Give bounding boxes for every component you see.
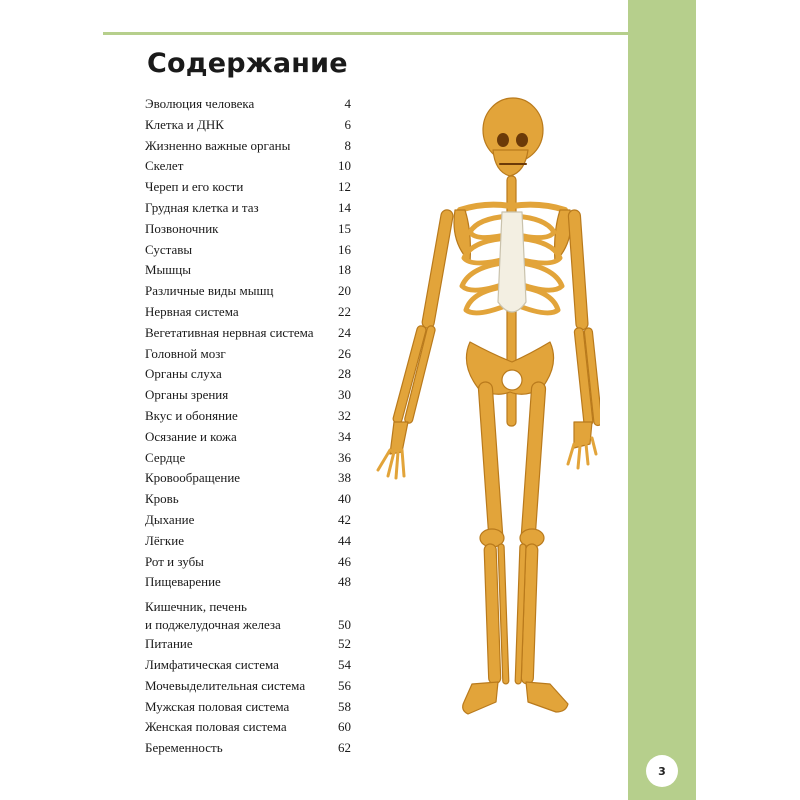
toc-entry-page: 24: [338, 324, 351, 340]
toc-entry[interactable]: [145, 593, 351, 634]
toc-entry[interactable]: [145, 531, 351, 552]
toc-entry-page: 46: [338, 553, 351, 569]
toc-entry[interactable]: [145, 572, 351, 593]
toc-entry-page: 30: [338, 387, 351, 403]
toc-entry[interactable]: [145, 385, 351, 406]
toc-entry-page: 6: [344, 116, 351, 132]
toc-entry-label: Позвоночник: [145, 220, 219, 236]
toc-entry[interactable]: [145, 655, 351, 676]
toc-entry-page: 34: [338, 428, 351, 444]
toc-entry-page: 15: [338, 220, 351, 236]
toc-entry-label: Осязание и кожа: [145, 428, 237, 444]
toc-entry-page: 42: [338, 511, 351, 527]
toc-entry[interactable]: [145, 738, 351, 759]
toc-entry-label: Мышцы: [145, 262, 191, 278]
toc-entry-page: 36: [338, 449, 351, 465]
toc-entry-page: 26: [338, 345, 351, 361]
toc-entry-page: 54: [338, 656, 351, 672]
toc-entry-page: 12: [338, 179, 351, 195]
toc-entry-page: 14: [338, 199, 351, 215]
toc-entry-label: Органы слуха: [145, 366, 222, 382]
toc-entry[interactable]: [145, 115, 351, 136]
green-side-band: [628, 0, 696, 800]
toc-entry-page: 18: [338, 262, 351, 278]
toc-entry[interactable]: [145, 281, 351, 302]
toc-entry[interactable]: [145, 364, 351, 385]
toc-entry-page: 20: [338, 283, 351, 299]
toc-entry-label: Сердце: [145, 449, 186, 465]
page-number: 3: [646, 755, 678, 787]
toc-entry-label: Дыхание: [145, 511, 195, 527]
toc-entry[interactable]: [145, 697, 351, 718]
toc-entry-label: Различные виды мышц: [145, 283, 274, 299]
toc-entry-page: 16: [338, 241, 351, 257]
toc-entry-label: Клетка и ДНК: [145, 116, 224, 132]
toc-entry-page: 28: [338, 366, 351, 382]
toc-entry-label: Грудная клетка и таз: [145, 199, 259, 215]
toc-entry[interactable]: [145, 219, 351, 240]
toc-entry-page: 58: [338, 698, 351, 714]
toc-entry[interactable]: [145, 136, 351, 157]
toc-entry-label: Органы зрения: [145, 387, 229, 403]
toc-entry[interactable]: [145, 489, 351, 510]
toc-entry-page: 4: [344, 96, 351, 111]
toc-entry-label: Эволюция человека: [145, 96, 255, 111]
toc-entry-label: Суставы: [145, 241, 193, 257]
toc-entry[interactable]: [145, 240, 351, 261]
toc-entry-page: 10: [338, 158, 351, 174]
toc-entry[interactable]: [145, 510, 351, 531]
toc-entry-label: Лимфатическая система: [145, 656, 279, 672]
toc-entry-page: 38: [338, 470, 351, 486]
toc-entry-label: Нервная система: [145, 303, 239, 319]
toc-entry-page: 32: [338, 407, 351, 423]
toc-entry[interactable]: [145, 302, 351, 323]
toc-entry-page: 22: [338, 303, 351, 319]
toc-entry-label: Мочевыделительная система: [145, 677, 306, 693]
toc-entry-label: Беременность: [145, 740, 223, 756]
toc-entry[interactable]: [145, 344, 351, 365]
toc-entry[interactable]: [145, 177, 351, 198]
toc-entry[interactable]: [145, 448, 351, 469]
toc-entry[interactable]: [145, 198, 351, 219]
toc-entry-page: 56: [338, 677, 351, 693]
toc-entry-label: Питание: [145, 636, 193, 652]
toc-entry-label: Пищеварение: [145, 574, 221, 590]
toc-entry-page: 52: [338, 636, 351, 652]
toc-entry-label: Головной мозг: [145, 345, 226, 361]
toc-entry-label: Женская половая система: [145, 719, 287, 735]
toc-entry-label: Лёгкие: [145, 532, 184, 548]
toc-entry-label: Скелет: [145, 158, 184, 174]
toc-entry[interactable]: [145, 468, 351, 489]
toc-entry[interactable]: [145, 427, 351, 448]
toc-entry[interactable]: [145, 634, 351, 655]
toc-title: Содержание: [147, 48, 348, 79]
toc-entry-label: Кишечник, печень и поджелудочная железа: [145, 599, 281, 633]
toc-entry-page: 48: [338, 574, 351, 590]
toc-entry-page: 40: [338, 491, 351, 507]
top-divider: [103, 32, 628, 35]
toc-entry-label: Череп и его кости: [145, 179, 244, 195]
toc-entry[interactable]: [145, 260, 351, 281]
toc-entry-label: Вегетативная нервная система: [145, 324, 314, 340]
toc-entry-page: 8: [344, 137, 351, 153]
toc-entry[interactable]: [145, 406, 351, 427]
toc-entry-page: 50: [338, 617, 351, 633]
toc-entry-label: Кровь: [145, 491, 179, 507]
toc-entry-label: Мужская половая система: [145, 698, 290, 714]
toc-entry[interactable]: [145, 552, 351, 573]
toc-entry-page: 62: [338, 740, 351, 756]
toc-entry[interactable]: [145, 717, 351, 738]
table-of-contents: [145, 94, 351, 759]
skeleton-icon: [378, 98, 600, 714]
toc-entry-label: Кровообращение: [145, 470, 241, 486]
toc-entry[interactable]: [145, 94, 351, 115]
toc-entry-label: Вкус и обоняние: [145, 407, 238, 423]
toc-entry-page: 44: [338, 532, 351, 548]
toc-entry[interactable]: [145, 156, 351, 177]
toc-entry-label: Рот и зубы: [145, 553, 204, 569]
skeleton-illustration: [360, 92, 600, 732]
toc-entry-page: 60: [338, 719, 351, 735]
toc-entry-label: Жизненно важные органы: [145, 137, 291, 153]
toc-entry[interactable]: [145, 676, 351, 697]
toc-entry[interactable]: [145, 323, 351, 344]
